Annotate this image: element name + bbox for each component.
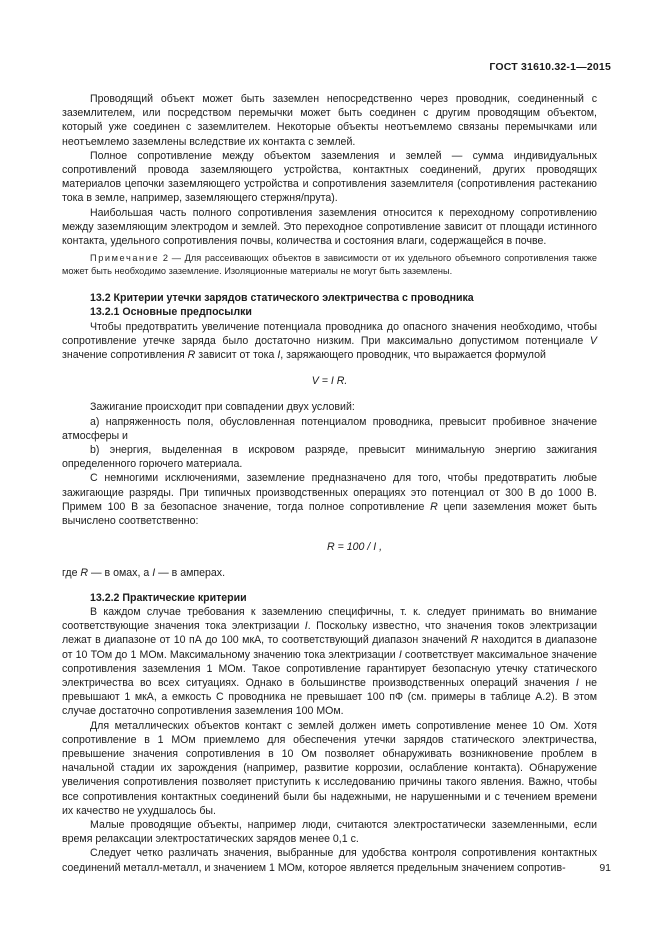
paragraph: Проводящий объект может быть заземлен непосредственно через проводник, соединенный с заземлителем, или посредством перемычки может быть соединен с другим проводящим объектом, который уже соединен с заземлителем. Некоторые объекты неотъемлемо связаны перемычками или неотъемлемо заземлены вследствие их контакта с землей.	[62, 93, 597, 148]
text-run: С немногими исключениями, заземление предназначено для того, чтобы предотвратить любые зажигающие разряды. При типичных производственных операциях это потенциал от 300 В до 1000 В. Примем 100 В за безопасное значение, тогда полное сопротивление	[62, 472, 597, 513]
paragraph: Зажигание происходит при совпадении двух условий:	[90, 401, 355, 414]
section-heading: 13.2 Критерии утечки зарядов статического электричества с проводника	[90, 292, 474, 305]
text-run: . Поскольку известно, что значения токов электризации лежат в диапазоне от 10 пА до 100 мкА, то соответствующий диапазон значений	[62, 620, 597, 647]
subsection-heading: 13.2.1 Основные предпосылки	[90, 306, 252, 319]
symbol-i: I	[304, 620, 308, 633]
formula-text: R = 100 / I ,	[326, 541, 383, 554]
subsection-heading: 13.2.2 Практические критерии	[90, 591, 247, 604]
symbol-r: R	[470, 634, 479, 647]
list-item: b) энергия, выделенная в искровом разряде, превысит минимальную энергию зажигания определенного горючего материала.	[62, 444, 597, 471]
paragraph	[62, 320, 597, 363]
symbol-r: R	[80, 567, 89, 580]
formula-v-ir	[62, 374, 597, 388]
text-run: Чтобы предотвратить увеличение потенциала проводника до опасного значения необходимо, чтобы сопротивление утечке заряда было достаточно низким. При максимально допустимом потенциале	[62, 320, 597, 347]
symbol-r: R	[187, 349, 196, 362]
note	[62, 252, 597, 277]
list-item: a) напряженность поля, обусловленная потенциалом проводника, превысит пробивное значение атмосферы и	[62, 415, 597, 442]
standard-header: ГОСТ 31610.32-1—2015	[489, 61, 611, 73]
text-run: где	[62, 567, 81, 580]
note-label: Примечание	[90, 253, 160, 264]
paragraph: Для металлических объектов контакт с землей должен иметь сопротивление менее 10 Ом. Хотя сопротивление в 1 МОм приемлемо для обеспечения утечки зарядов статического электричества, превышение значения сопротивления в 10 Ом позволяет обнаруживать возникновение проблем в начальной стадии их зарождения (например, развитие коррозии, ослабление контакта). Обнаружение увеличения сопротивления позволяет приступить к исследованию причины такого явления. Важно, чтобы все сопротивления контактных соединений были бы надежными, не нарушенными и с течением времени их качество не ухудшалось бы.	[62, 719, 597, 817]
paragraph: Полное сопротивление между объектом заземления и землей — сумма индивидуальных сопротивлений провода заземляющего устройства, контактных соединений, других проводящих материалов цепочки заземляющего устройства и сопротивления заземлителя (сопротивления растеканию тока в земле, например, заземляющего стержня/прута).	[62, 149, 597, 205]
paragraph: Малые проводящие объекты, например люди, считаются электростатически заземленными, если время релаксации электростатических зарядов менее 0,1 с.	[62, 818, 597, 846]
text-run: зависит от тока	[195, 349, 278, 362]
text-run: , заряжающего проводник, что выражается формулой	[280, 349, 546, 362]
page-number: 91	[599, 862, 611, 874]
text-run: В каждом случае требования к заземлению специфичны, т. к. следует принимать во внимание соответствующие значения тока электризации	[62, 605, 597, 633]
note-text: 2 — Для рассеивающих объектов в зависимости от их удельного объемного сопротивления также может быть необходимо заземление. Изоляционные материалы не могут быть заземлены.	[62, 253, 597, 276]
formula-r	[62, 540, 597, 554]
paragraph: Наибольшая часть полного сопротивления заземления относится к переходному сопротивлению между заземляющим электродом и землей. Это переходное сопротивление зависит от площади истинного контакта, удельного сопротивления почвы, количества и состояния влаги, содержащейся в почве.	[62, 206, 597, 248]
paragraph: Следует четко различать значения, выбранные для удобства контроля сопротивления контактных соединений металл-металл, и значением 1 МОм, которое является предельным значением сопротив-	[62, 847, 597, 874]
text-run: находится в диапазоне от 10 ТОм до 1 МОм. Максимальному значению тока электризации	[62, 634, 598, 661]
symbol-i: I	[575, 676, 579, 689]
symbol-i: I	[277, 349, 281, 362]
text-run: значение сопротивления	[62, 349, 188, 362]
paragraph	[62, 566, 597, 580]
text-run: — в омах, а	[88, 567, 153, 580]
text-run: не превышают 1 мкА, а емкость С проводника не превышает 100 пФ (см. примеры в таблице А.2). В этом случае достаточно сопротивления заземления 100 МОм.	[62, 676, 597, 718]
symbol-i: I	[152, 567, 156, 580]
symbol-r: R	[430, 500, 438, 513]
text-run: соответствует максимальное значение сопротивления заземления 1 МОм. Такое сопротивление гарантирует безопасную утечку статического электричества во всех ситуациях. Однако в большинстве производственных операций значения	[62, 648, 597, 689]
text-run: цепи заземления может быть вычислено соответственно:	[62, 500, 597, 528]
document-body	[62, 92, 597, 875]
paragraph	[62, 605, 597, 719]
text-run: — в амперах.	[155, 567, 226, 580]
formula-text: V = I R.	[311, 375, 348, 388]
paragraph	[62, 471, 597, 528]
symbol-v: V	[589, 334, 597, 347]
symbol-i: I	[398, 648, 402, 661]
